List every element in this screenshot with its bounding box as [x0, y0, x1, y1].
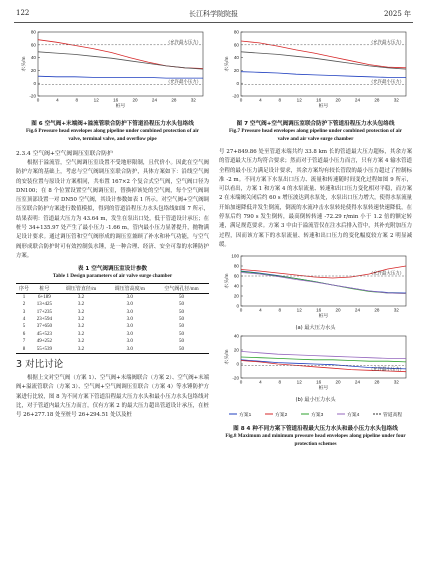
- table-cell: 4: [22, 316, 26, 322]
- table-cell: 13+425: [36, 302, 53, 308]
- plot-frame: [241, 336, 406, 378]
- table-1-header-index: 序号: [16, 283, 32, 293]
- table-row: [16, 309, 209, 316]
- table-1-header-diameter: 调压管直径/m: [57, 283, 106, 293]
- series-line: [38, 52, 203, 69]
- x-tick-label: 28: [171, 97, 177, 103]
- section-2-3-4-heading: 2.3.4 空气阀+空气阀调压室联合防护: [16, 151, 113, 157]
- x-tick-label: 8: [278, 307, 282, 313]
- y-tick-label: 80: [233, 263, 239, 269]
- table-cell: 37+650: [36, 324, 53, 330]
- y-tick-label: 20: [233, 347, 239, 353]
- table-cell: 6+189: [37, 294, 51, 300]
- table-row: [16, 346, 209, 354]
- x-tick-label: 24: [354, 307, 361, 313]
- table-cell: 3.2: [77, 316, 85, 322]
- x-axis-label: 桩号: [115, 104, 126, 109]
- figure-8a-chart: [219, 253, 412, 321]
- figure-8b-chart: [219, 333, 412, 393]
- table-cell: 45+523: [36, 331, 53, 337]
- x-tick-label: 8: [278, 97, 282, 103]
- table-1-header-height: 调压管高度/m: [105, 283, 154, 293]
- table-cell: 49+252: [36, 339, 53, 345]
- legend-label: 方案4: [347, 413, 360, 419]
- legend-label: 方案1: [239, 413, 252, 419]
- x-axis-label: 桩号: [318, 385, 329, 391]
- y-tick-label: 0: [33, 80, 36, 86]
- x-tick-label: 24: [354, 379, 361, 385]
- x-tick-label: 16: [316, 97, 322, 103]
- y-tick-label: 40: [233, 55, 239, 61]
- x-tick-label: 28: [374, 307, 380, 313]
- x-tick-label: 12: [296, 307, 302, 313]
- figure-7-caption-cn: 图 7 空气阀+空气阀调压室联合防护下管道沿程压力水头包络线: [236, 121, 395, 127]
- x-tick-label: 16: [316, 307, 322, 313]
- section-2-3-4-paragraph: 根据于溢流管，空气阀调压室设置不受地形限制，且代价小。因此在空气阀防护方案的基础上，考虑与空气阀调压室联合防护，具体方案如下：沿线空气阀的安装位置与原设计方案相同，共布置 167×2 个复合式空气阀，空气阀口径为 DN100；在 8 个位置设置空气阀调压室，替换掉该处的空气阀，每个空气阀调压室顶部设置一对 DN50 空气阀，其设计参数如表 1 所示。对空气阀+空气阀调压室联合防护方案进行数值模拟，得到的管道沿程压力水头包络线如图 7 所示，结果表明：管道最大压力为 43.64 m，发生在泵出口处，低于管道设计承压；在桩号 34+135.97 处产生了最小压力 -1.66 m，管内最小压力显著提升，抛物满足设计要求。通过调压管和空气阀形成的调压室兼顾了补水和补气功能，与空气阀形成联合防护时可有效控制负水锤，是一种合理、经济、安全可靠的水锤防护方案。: [16, 160, 209, 259]
- figure-6-caption-cn: 图 6 空气阀+末端阀+溢流管联合防护下管道沿程压力水头包络线: [31, 121, 194, 127]
- table-row: [16, 323, 209, 330]
- figure-8-legend: [219, 409, 412, 419]
- plot-frame: [241, 256, 406, 306]
- annotation-min: （允许最小压力）: [368, 366, 404, 372]
- y-axis-label: 水头/m: [225, 273, 230, 289]
- series-line: [38, 76, 203, 78]
- table-cell: 50: [179, 324, 185, 330]
- table-cell: 3: [22, 309, 26, 315]
- table-cell: 3.0: [126, 331, 133, 337]
- journal-name: 长江科学院院报: [189, 10, 238, 18]
- legend-label: 管道高程: [383, 413, 403, 419]
- table-cell: 3.0: [126, 309, 133, 315]
- series-line: [241, 351, 406, 358]
- table-cell: 3.0: [126, 302, 133, 308]
- x-tick-label: 12: [296, 379, 302, 385]
- x-tick-label: 32: [393, 379, 399, 385]
- table-1: [16, 265, 209, 354]
- table-cell: 3.0: [126, 339, 133, 345]
- y-tick-label: 40: [233, 283, 239, 289]
- annotation-min: （允许最小压力）: [165, 78, 201, 84]
- figure-6-chart: [16, 28, 209, 113]
- y-tick-label: 80: [30, 29, 36, 35]
- table-row: [16, 316, 209, 323]
- figure-6-caption-en: Fig.6 Pressure head envelopes along pipeline under combined protection of air valve, terminal valve, and overflow pipe: [26, 128, 199, 142]
- table-cell: 3.0: [126, 324, 133, 330]
- table-cell: 55+539: [32, 346, 57, 354]
- y-tick-label: 0: [236, 80, 239, 86]
- table-row: [16, 293, 209, 301]
- table-cell: 23+594: [36, 316, 53, 322]
- y-tick-label: -20: [232, 375, 239, 381]
- table-cell: 50: [179, 309, 185, 315]
- x-tick-label: 20: [335, 379, 341, 385]
- x-tick-label: 32: [393, 97, 399, 103]
- table-cell: 50: [179, 302, 185, 308]
- x-tick-label: 4: [259, 379, 262, 385]
- figure-7-caption-en: Fig.7 Pressure head envelopes along pipeline under combined protection of air valve and air valve surge chamber: [229, 128, 402, 142]
- table-1-header-station: 桩号: [32, 283, 57, 293]
- table-cell: 50: [179, 331, 185, 337]
- x-tick-label: 0: [239, 307, 243, 313]
- section-2-3-4: [16, 149, 209, 261]
- table-row: [16, 338, 209, 345]
- y-tick-label: 40: [233, 333, 239, 339]
- table-1-header-valve: 空气阀孔径/mm: [154, 283, 209, 293]
- figure-8a-subcaption: (a) 最大压力水头: [295, 325, 336, 332]
- y-tick-label: 20: [233, 68, 239, 73]
- table-cell: 50: [179, 294, 185, 300]
- y-tick-label: 40: [30, 55, 36, 61]
- table-cell: 3.2: [77, 302, 85, 308]
- journal-year: 2025 年: [383, 10, 411, 18]
- page-number: 122: [16, 9, 30, 17]
- x-tick-label: 32: [393, 307, 399, 313]
- right-paragraph: 号 27+849.86 处至管道末端共约 33.8 km 长的管道最大压力超标，其余方案的管道最大压力均符合要求；然而对于管道最小压力而言，只有方案 4 输水管道全程的最小压力满足设计要求，其余方案均有较长管段的最小压力超过了控制标准 -2 m。不同方案下水泵出口压力、流量和转速随时间变化过程如图 9 所示，可以看出，方案 1 和方案 4 的水泵流量、转速和出口压力变化相对平稳，而方案 2 在末端阀关闭后约 60 s 增压波达到水泵处，水泵出口压力增大，使得水泵流量开始加速降低并发生倒流，倒流的水流冲击水泵转轮使得水泵转速快速降低，在停泵后约 790 s 发生倒转，最高倒转转速 -72.29 r/min 小于 1.2 倍的额定转速，满足规范要求。方案 3 中由于溢流管仅在注水后排入管中，其补充附加压力过程，因而该方案下的水泵流量、转速和出口压力的变化幅度较方案 2 明显减缓。: [219, 149, 412, 248]
- annotation-max: （允许最大压力）: [165, 39, 201, 45]
- x-tick-label: 8: [75, 97, 79, 103]
- x-tick-label: 0: [239, 379, 243, 385]
- annotation-min: （允许最小压力）: [368, 78, 404, 84]
- x-tick-label: 20: [132, 97, 138, 103]
- table-1-caption-cn: 表 1 空气阀调压室设计参数: [77, 266, 148, 273]
- table-cell: 3.2: [77, 309, 85, 315]
- x-tick-label: 4: [56, 97, 59, 103]
- table-cell: 3.0: [126, 316, 133, 322]
- table-cell: 3.0: [105, 346, 154, 354]
- right-column: [219, 28, 412, 448]
- x-tick-label: 12: [93, 97, 99, 103]
- x-tick-label: 20: [335, 307, 341, 313]
- table-cell: 3.2: [77, 331, 85, 337]
- table-cell: 3.2: [77, 324, 85, 330]
- figure-8b-subcaption: (b) 最小压力水头: [295, 396, 336, 403]
- table-cell: 50: [154, 346, 209, 354]
- x-tick-label: 24: [354, 97, 361, 103]
- x-tick-label: 16: [113, 97, 119, 103]
- x-tick-label: 32: [190, 97, 196, 103]
- page-header: [0, 7, 427, 21]
- table-row: [16, 331, 209, 338]
- y-axis-label: 水头/m: [225, 349, 230, 365]
- x-tick-label: 8: [278, 379, 282, 385]
- figure-8-caption-cn: 图 8 4 种不同方案下管道沿程最大压力水头和最小压力水头包络线: [233, 426, 398, 433]
- series-line: [241, 357, 406, 362]
- y-tick-label: -20: [232, 93, 239, 99]
- y-tick-label: 20: [30, 68, 36, 73]
- header-rule: [14, 22, 413, 23]
- table-cell: 50: [179, 316, 185, 322]
- x-tick-label: 28: [374, 379, 380, 385]
- table-cell: 3.2: [77, 339, 85, 345]
- table-cell: 2: [22, 302, 26, 308]
- section-3-heading: 3 对比讨论: [16, 359, 64, 371]
- table-cell: 3.0: [126, 294, 133, 300]
- x-axis-label: 桩号: [318, 104, 329, 109]
- table-cell: 50: [179, 339, 185, 345]
- y-tick-label: 20: [233, 293, 239, 299]
- left-column: [16, 28, 209, 421]
- x-tick-label: 24: [151, 97, 158, 103]
- legend-label: 方案3: [311, 413, 324, 419]
- x-tick-label: 12: [296, 97, 302, 103]
- table-cell: 1: [22, 294, 26, 300]
- series-line: [241, 72, 406, 78]
- y-tick-label: 80: [233, 29, 239, 35]
- table-cell: 3.2: [57, 346, 106, 354]
- x-tick-label: 0: [36, 97, 40, 103]
- table-1-caption-en: Table 1 Design parameters of air valve surge chamber: [52, 273, 173, 280]
- x-tick-label: 20: [335, 97, 341, 103]
- x-tick-label: 0: [239, 97, 243, 103]
- figure-8: [219, 253, 412, 448]
- annotation-max: （允许最大压力）: [368, 270, 404, 276]
- y-tick-label: 60: [233, 273, 239, 279]
- x-axis-label: 桩号: [318, 314, 329, 320]
- y-axis-label: 水头/m: [225, 56, 230, 72]
- table-cell: 17+235: [36, 309, 53, 315]
- x-tick-label: 4: [259, 307, 262, 313]
- figure-7-chart: [219, 28, 412, 113]
- section-3-paragraph: 根据上文对空气阀（方案 1）、空气阀+末端阀联合（方案 2）、空气阀+末端阀+溢流管联合（方案 3）、空气阀+空气阀调压室联合（方案 4）等水锤防护方案进行比较，图 8 为不同方案下管道沿程最大压力水头和最小压力水头包络线对比，对于管道内最大压力而言，仅有方案 2 的最大压力超出管道设计承压，在桩号 26+277.18 处至桩号 26+294.51 处以及桩: [16, 375, 209, 419]
- y-tick-label: 100: [231, 253, 239, 259]
- y-tick-label: -20: [29, 93, 36, 99]
- y-axis-label: 水头/m: [22, 56, 27, 72]
- table-cell: 6: [22, 331, 26, 337]
- table-cell: 8: [16, 346, 32, 354]
- figure-8-caption-en: Fig.8 Maximum and minimum pressure head envelopes along pipeline under four protection schemes: [225, 433, 406, 447]
- table-cell: 5: [22, 324, 26, 330]
- y-tick-label: 0: [236, 361, 239, 367]
- y-tick-label: 0: [236, 303, 239, 309]
- x-tick-label: 4: [259, 97, 262, 103]
- y-tick-label: 60: [233, 42, 239, 48]
- legend-label: 方案2: [275, 413, 288, 419]
- x-tick-label: 16: [316, 379, 322, 385]
- table-row: [16, 301, 209, 308]
- y-tick-label: 60: [30, 42, 36, 48]
- table-cell: 3.2: [77, 294, 85, 300]
- annotation-max: （允许最大压力）: [368, 39, 404, 45]
- x-tick-label: 28: [374, 97, 380, 103]
- table-cell: 7: [22, 339, 26, 345]
